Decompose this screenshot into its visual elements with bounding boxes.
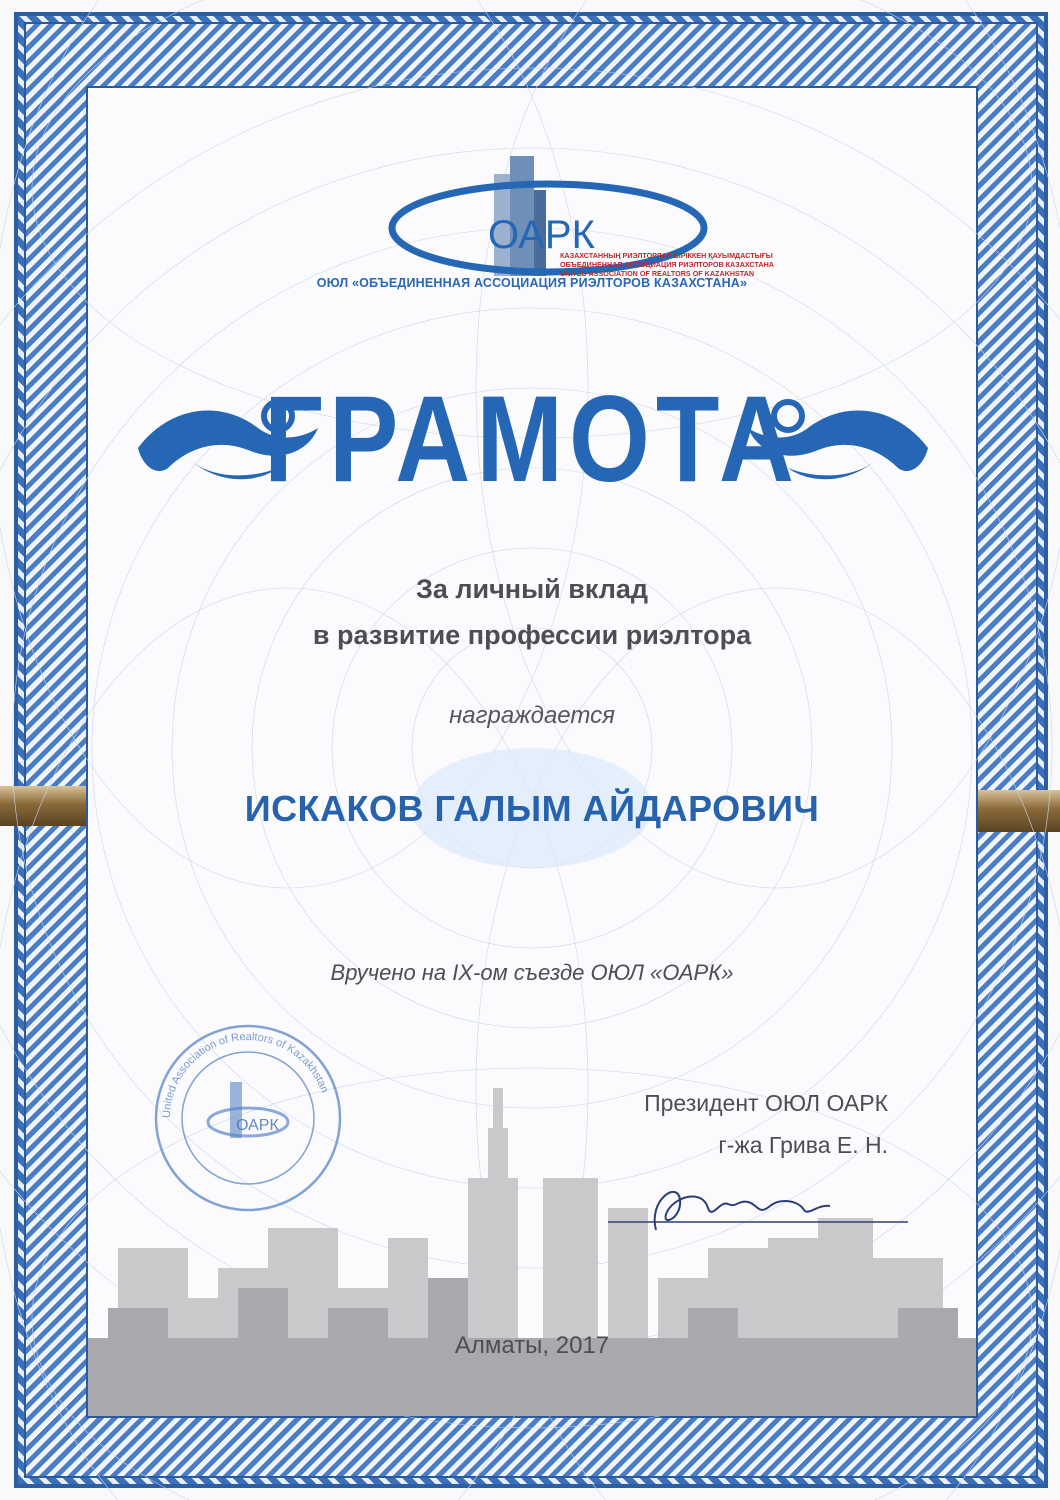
recipient-name: ИСКАКОВ ГАЛЫМ АЙДАРОВИЧ bbox=[244, 788, 820, 829]
handwritten-signature bbox=[608, 1170, 908, 1250]
official-stamp bbox=[148, 1018, 348, 1218]
organization-full-name: ОЮЛ «ОБЪЕДИНЕННАЯ АССОЦИАЦИЯ РИЭЛТОРОВ КАЗАХСТАНА» bbox=[316, 276, 748, 290]
place-and-year: Алматы, 2017 bbox=[454, 1332, 610, 1359]
certificate-title: ГРАМОТА bbox=[264, 371, 800, 509]
reason-line-1: За личный вклад bbox=[415, 574, 649, 604]
stamp-abbr: ОАРК bbox=[236, 1117, 279, 1134]
signatory-name: г-жа Грива Е. Н. bbox=[718, 1132, 888, 1158]
svg-text:United Association of Realtors bbox=[161, 1031, 331, 1118]
logo-line-kz: КАЗАХСТАННЫҢ РИЭЛТОРЛАР БІРІККЕН ҚАУЫМДАСТЫҒЫ bbox=[560, 251, 773, 260]
reason-line-2: в развитие профессии риэлтора bbox=[312, 620, 752, 650]
signatory-title: Президент ОЮЛ ОАРК bbox=[644, 1090, 888, 1116]
awarded-label: награждается bbox=[449, 702, 615, 729]
certificate-content bbox=[86, 86, 978, 1418]
logo-abbr: ОАРК bbox=[488, 213, 595, 257]
stamp-ring-text: United Association of Realtors of Kazakhstan bbox=[160, 1030, 331, 1119]
logo-line-ru: ОБЪЕДИНЕННАЯ АССОЦИАЦИЯ РИЭЛТОРОВ КАЗАХСТАНА bbox=[560, 260, 774, 269]
logo-line-en: UNITED ASSOCIATION OF REALTORS OF KAZAKHSTAN bbox=[560, 269, 755, 278]
presented-line: Вручено на IX-ом съезде ОЮЛ «ОАРК» bbox=[330, 960, 734, 985]
